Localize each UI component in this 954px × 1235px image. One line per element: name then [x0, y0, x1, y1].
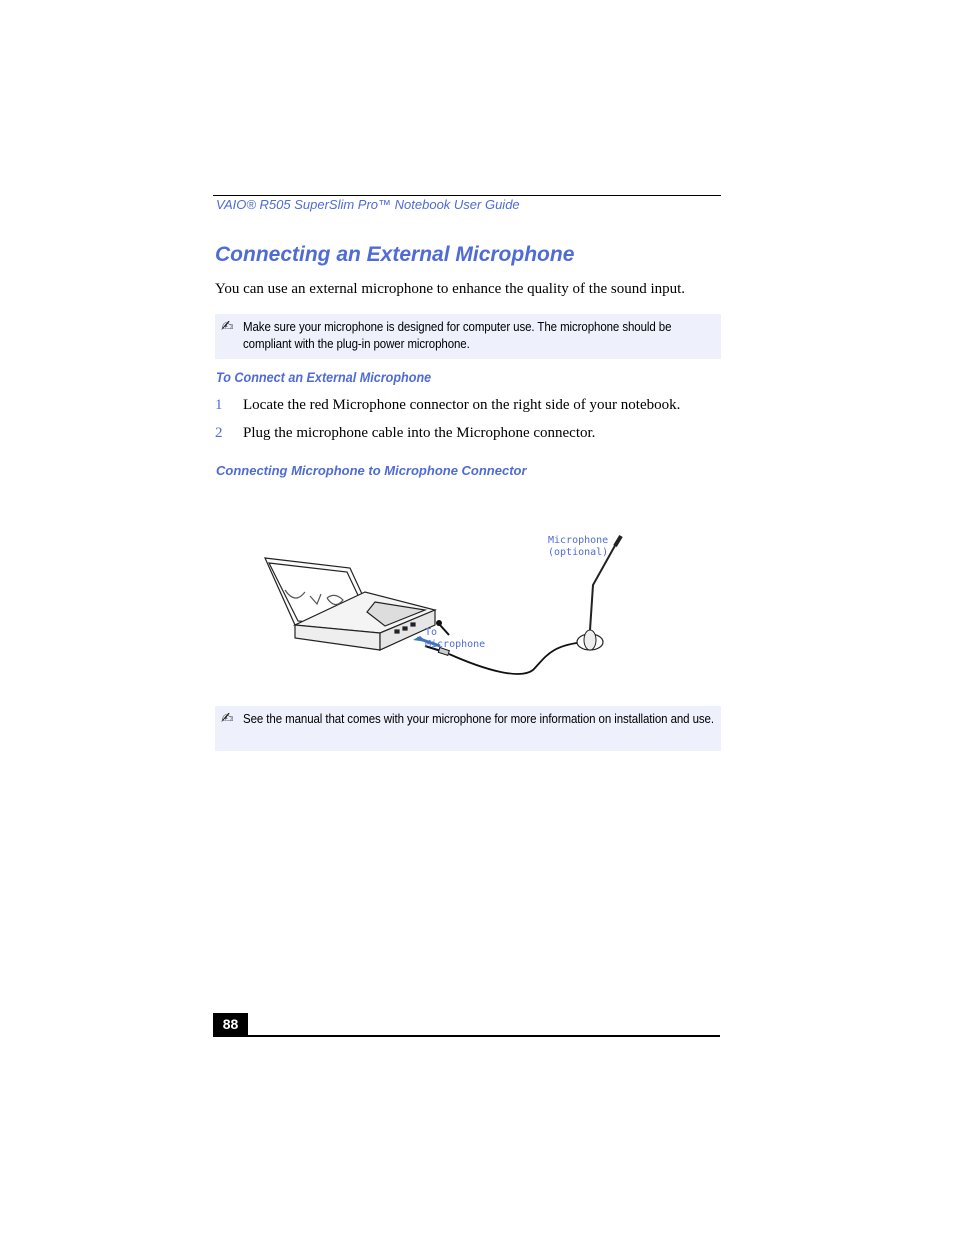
page-number: 88	[213, 1013, 248, 1036]
step-number: 2	[215, 425, 223, 441]
microphone-label	[548, 535, 608, 559]
guide-title: VAIO® R505 SuperSlim Pro™ Notebook User Guide	[216, 197, 520, 212]
microphone-label-line1: Microphone	[548, 535, 609, 546]
step-text: Locate the red Microphone connector on the right side of your notebook.	[243, 397, 681, 413]
page-title: Connecting an External Microphone	[215, 243, 575, 266]
procedure-heading: To Connect an External Microphone	[216, 369, 432, 385]
step-number: 1	[215, 397, 223, 413]
to-label-line1: To	[425, 627, 438, 638]
intro-paragraph: You can use an external microphone to enhance the quality of the sound input.	[215, 281, 686, 297]
laptop-illustration	[265, 558, 435, 650]
note-box	[215, 314, 721, 359]
note-text: See the manual that comes with your microphone for more information on installation and use.	[243, 712, 714, 726]
header-rule	[213, 195, 721, 196]
footer-rule	[213, 1035, 720, 1037]
note-text: Make sure your microphone is designed for computer use. The microphone should be compliant with the plug-in power microphone.	[243, 320, 672, 351]
pencil-note-icon: ✍	[221, 317, 234, 335]
to-microphone-label	[425, 627, 485, 651]
to-label-line2: Microphone	[425, 639, 486, 650]
pencil-note-icon: ✍	[221, 709, 234, 727]
note-box	[215, 706, 721, 751]
microphone-label-line2: (optional)	[548, 547, 609, 558]
step-text: Plug the microphone cable into the Microphone connector.	[243, 425, 596, 441]
figure-caption: Connecting Microphone to Microphone Connector	[216, 463, 527, 478]
